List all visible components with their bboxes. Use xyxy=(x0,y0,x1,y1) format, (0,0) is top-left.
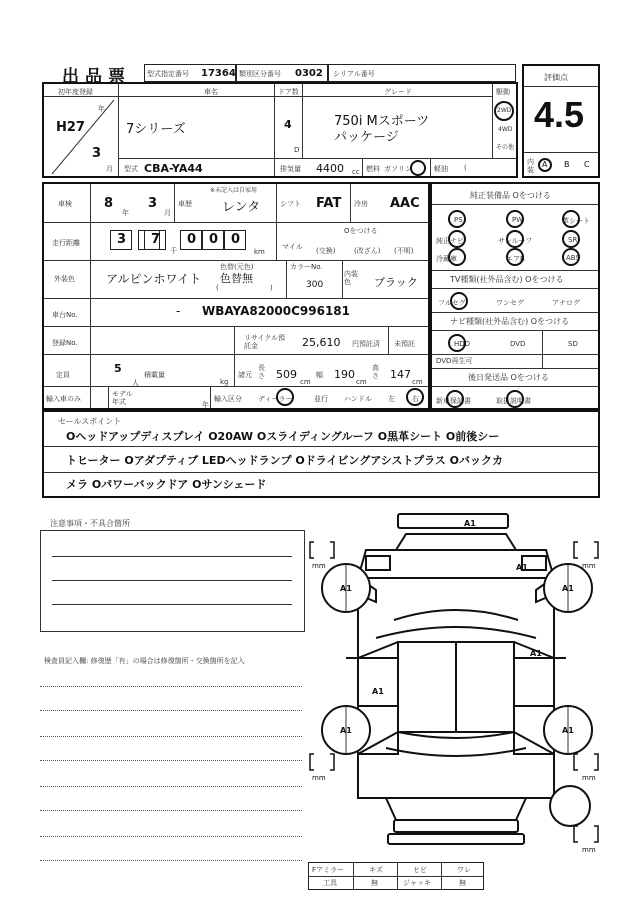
svg-text:mm: mm xyxy=(312,562,326,570)
mark-a1-bumper: A1 xyxy=(464,519,476,528)
svg-text:mm: mm xyxy=(582,846,596,854)
recycle-fee: 25,610 xyxy=(302,336,341,349)
form-title: 出品票 xyxy=(62,67,131,87)
sales-line-1: Oヘッドアップディスプレイ O20AW Oスライディングルーフ O黒革シート O前後シー xyxy=(66,430,500,443)
mark-a1-tire-rr: A1 xyxy=(562,726,574,735)
options-block: 純正装備品 Oをつける PS PW 革シート 純正ナビ サンルーフ SR 冷蔵庫 エアB ABS TV種類(社外品含む) Oをつける フルセグ ワンセグ アナログ ナビ種類(社外品含む) Oをつける HDD DVD SD DVD再生可 後日発送品 Oをつける 新車保証書 取扱説明書 xyxy=(430,182,600,410)
score-value: 4.5 xyxy=(534,94,585,135)
score-box: 評価点 4.5 内装 A B C xyxy=(522,64,600,178)
displacement: 4400 xyxy=(316,162,344,175)
svg-text:mm: mm xyxy=(582,562,596,570)
mark-a1-door-r: A1 xyxy=(530,649,542,658)
svg-text:mm: mm xyxy=(582,774,596,782)
serial-cell: シリアル番号 xyxy=(328,64,516,82)
caution-label: 注意事項・不具合箇所 xyxy=(50,519,130,528)
first-reg-year: H27 xyxy=(56,120,85,135)
mark-a1-tire-fr: A1 xyxy=(562,584,574,593)
caution-bracket xyxy=(40,530,305,632)
sales-line-3: メラ Oパワーバックドア Oサンシェード xyxy=(66,478,267,491)
car-diagram xyxy=(306,508,606,868)
type-no-cell: 型式指定番号 17364 xyxy=(144,64,236,82)
vehicle-name: 7シリーズ xyxy=(126,122,186,137)
mark-a1-tire-rl: A1 xyxy=(340,726,352,735)
svg-text:mm: mm xyxy=(312,774,326,782)
mark-a1-tire-fl: A1 xyxy=(340,584,352,593)
vehicle-info-block: 初年度登録 年 H27 3 月 車名 7シリーズ 型式 CBA-YA44 ドア数 4 D グレード 750i Mスポーツ パッケージ 駆動 2WD 4WD その他 排気量 4400 cc 燃料 ガソリン 軽油 ( xyxy=(42,82,518,178)
chassis-number: WBAYA82000C996181 xyxy=(202,304,351,318)
class-no-cell: 類別区分番号 0302 xyxy=(236,64,328,82)
exterior-color: アルピンホワイト xyxy=(106,272,202,286)
grade-line-1: 750i Mスポーツ xyxy=(334,114,430,129)
mark-a1-door-l: A1 xyxy=(372,687,384,696)
sales-points-block: セールスポイント Oヘッドアップディスプレイ O20AW Oスライディングルーフ O黒革シート O前後シー トヒーター Oアダプティブ LEDヘッドランプ Oドライビングアシストプラス Oバックカ メラ Oパワーバックドア Oサンシェード xyxy=(42,410,600,498)
details-block: 車検 8 年 3 月 車歴 ※未記入は自家用 レンタ シフト FAT 冷房 AAC 走行距離 3 7 千 0 0 0 km マイル Oをつける (交換) (改ざん) (不明) 外装色 アルピンホワイト 色替(元色) 色替無 ( ) カラーNo. 300 内装色 ブラック 車台No. - WBAYA82000C996181 登録No. リサイクル預託金 25,610 円預託済 未預託 定員 5 人 積載量 kg 諸元 長さ 509 cm 幅 190 cm 高さ 147 cm 輸入車のみ モデル年式 年 輸入区分 ディーラー 並行 ハンドル 左 右 xyxy=(42,182,430,410)
history-value: レンタ xyxy=(222,200,261,215)
inspector-label: 検査員記入欄: 修復歴「有」の場合は修復箇所・交換箇所を記入 xyxy=(44,657,245,665)
first-reg-month: 3 xyxy=(92,146,102,161)
mark-a1-fender-r: A1 xyxy=(516,563,528,572)
model-code: CBA-YA44 xyxy=(144,162,203,175)
equipment-table: Fアミラー キズ ヒビ ワレ 工具 無 ジャッキ 無 xyxy=(308,862,484,890)
door-count: 4 xyxy=(284,118,292,131)
sales-line-2: トヒーター Oアダプティブ LEDヘッドランプ Oドライビングアシストプラス Oバックカ xyxy=(66,454,503,467)
grade-line-2: パッケージ xyxy=(334,130,399,145)
